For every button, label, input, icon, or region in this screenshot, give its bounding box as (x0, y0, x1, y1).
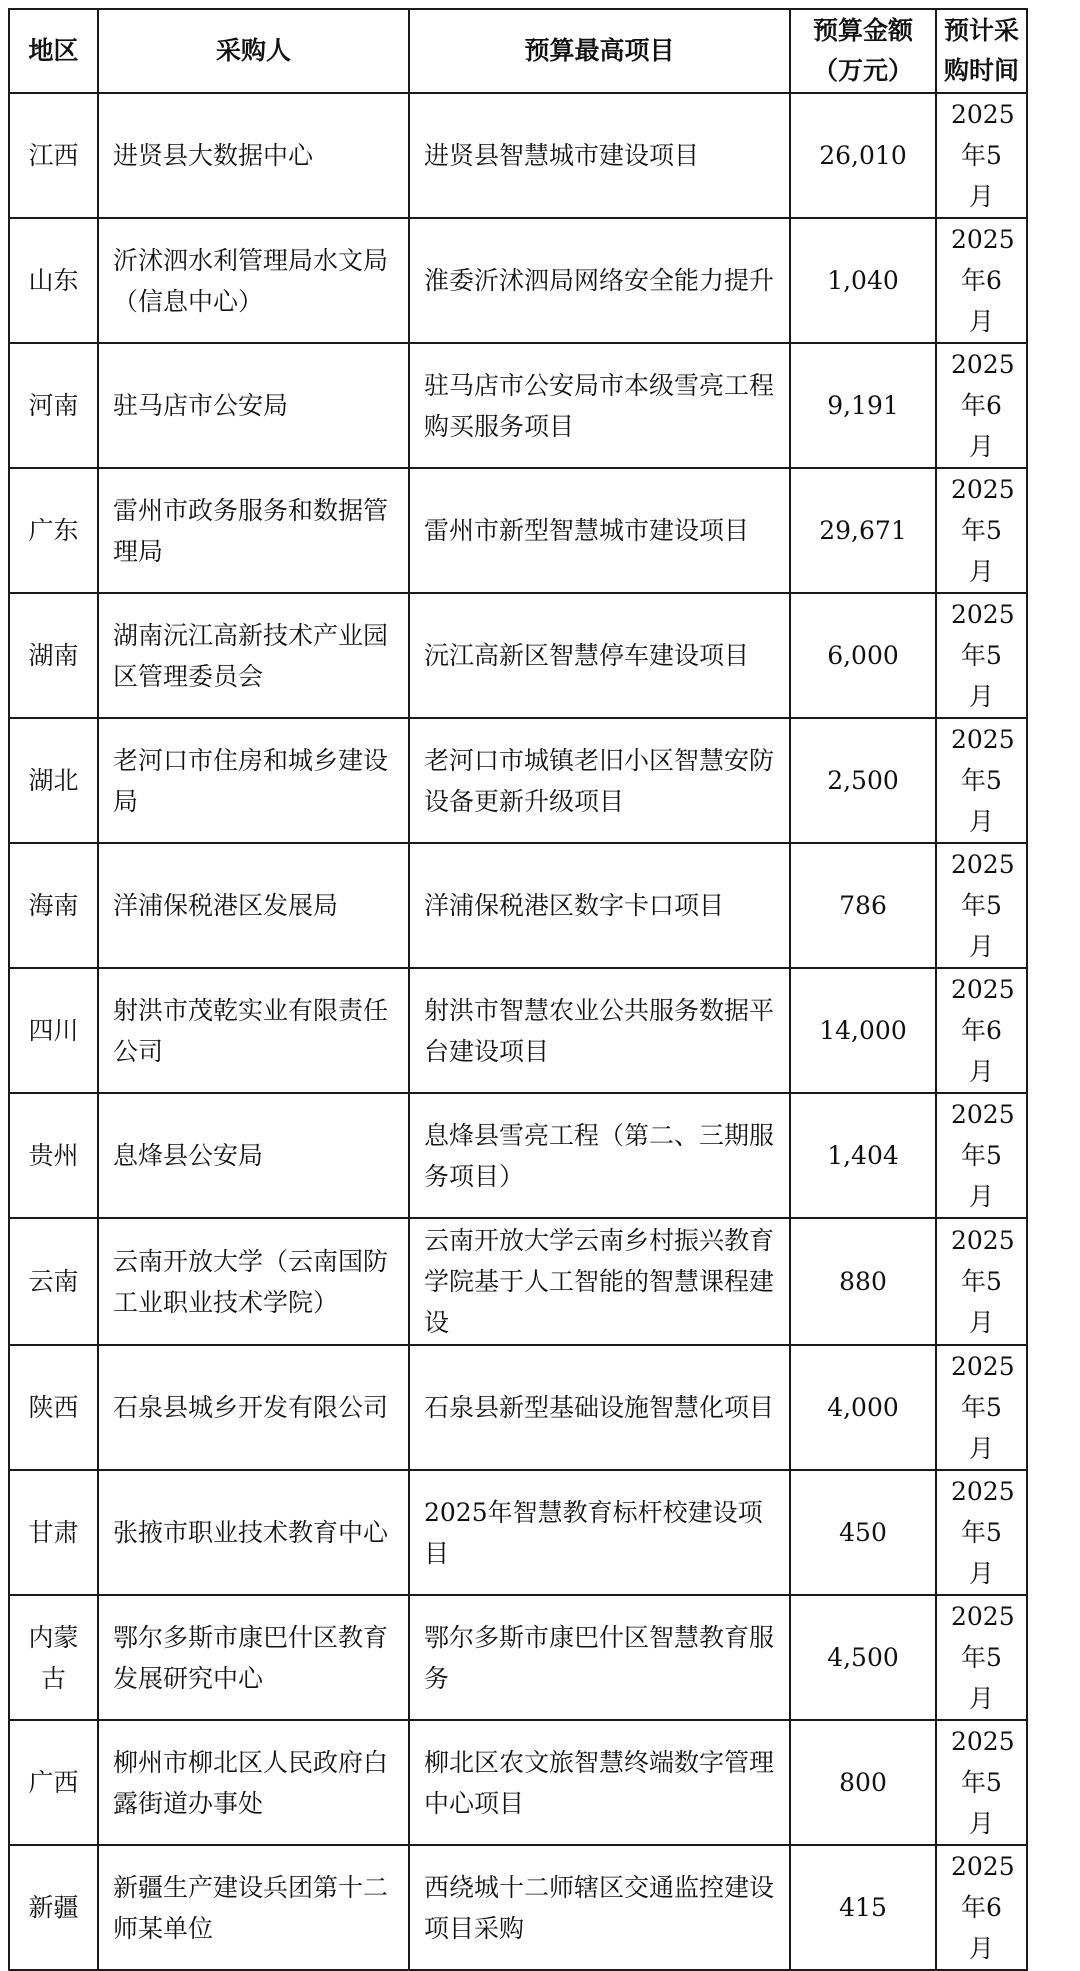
cell-region: 山东 (9, 218, 98, 343)
cell-buyer: 石泉县城乡开发有限公司 (98, 1345, 409, 1470)
cell-project: 老河口市城镇老旧小区智慧安防设备更新升级项目 (409, 718, 790, 843)
cell-buyer: 驻马店市公安局 (98, 343, 409, 468)
procurement-table (8, 8, 1028, 1971)
cell-time: 2025年5月 (936, 1470, 1027, 1595)
cell-buyer: 湖南沅江高新技术产业园区管理委员会 (98, 593, 409, 718)
header-project: 预算最高项目 (409, 9, 790, 93)
header-amount: 预算金额（万元） (790, 9, 936, 93)
cell-amount: 2,500 (790, 718, 936, 843)
cell-region: 甘肃 (9, 1470, 98, 1595)
cell-time: 2025年6月 (936, 218, 1027, 343)
table-row (9, 968, 1027, 1093)
cell-amount: 1,040 (790, 218, 936, 343)
cell-region: 海南 (9, 843, 98, 968)
cell-time: 2025年5月 (936, 718, 1027, 843)
cell-time: 2025年5月 (936, 843, 1027, 968)
cell-amount: 786 (790, 843, 936, 968)
table-row (9, 1093, 1027, 1218)
cell-buyer: 沂沭泗水利管理局水文局（信息中心） (98, 218, 409, 343)
table-row (9, 718, 1027, 843)
cell-project: 进贤县智慧城市建设项目 (409, 93, 790, 218)
cell-region: 河南 (9, 343, 98, 468)
cell-project: 驻马店市公安局市本级雪亮工程购买服务项目 (409, 343, 790, 468)
cell-region: 贵州 (9, 1093, 98, 1218)
cell-buyer: 鄂尔多斯市康巴什区教育发展研究中心 (98, 1595, 409, 1720)
cell-amount: 4,500 (790, 1595, 936, 1720)
cell-region: 四川 (9, 968, 98, 1093)
cell-region: 内蒙古 (9, 1595, 98, 1720)
cell-buyer: 进贤县大数据中心 (98, 93, 409, 218)
cell-amount: 29,671 (790, 468, 936, 593)
cell-amount: 6,000 (790, 593, 936, 718)
cell-amount: 4,000 (790, 1345, 936, 1470)
cell-project: 西绕城十二师辖区交通监控建设项目采购 (409, 1845, 790, 1970)
cell-time: 2025年5月 (936, 1218, 1027, 1345)
cell-time: 2025年6月 (936, 343, 1027, 468)
cell-project: 沅江高新区智慧停车建设项目 (409, 593, 790, 718)
header-region: 地区 (9, 9, 98, 93)
cell-region: 湖南 (9, 593, 98, 718)
cell-buyer: 柳州市柳北区人民政府白露街道办事处 (98, 1720, 409, 1845)
cell-project: 2025年智慧教育标杆校建设项目 (409, 1470, 790, 1595)
cell-buyer: 新疆生产建设兵团第十二师某单位 (98, 1845, 409, 1970)
cell-buyer: 射洪市茂乾实业有限责任公司 (98, 968, 409, 1093)
cell-project: 射洪市智慧农业公共服务数据平台建设项目 (409, 968, 790, 1093)
table-header-row (9, 9, 1027, 93)
cell-region: 江西 (9, 93, 98, 218)
cell-buyer: 老河口市住房和城乡建设局 (98, 718, 409, 843)
cell-project: 石泉县新型基础设施智慧化项目 (409, 1345, 790, 1470)
cell-region: 新疆 (9, 1845, 98, 1970)
cell-amount: 26,010 (790, 93, 936, 218)
table-row (9, 1345, 1027, 1470)
cell-amount: 450 (790, 1470, 936, 1595)
cell-time: 2025年5月 (936, 93, 1027, 218)
cell-amount: 1,404 (790, 1093, 936, 1218)
table-row (9, 1720, 1027, 1845)
cell-project: 淮委沂沭泗局网络安全能力提升 (409, 218, 790, 343)
cell-project: 雷州市新型智慧城市建设项目 (409, 468, 790, 593)
cell-time: 2025年5月 (936, 593, 1027, 718)
cell-time: 2025年6月 (936, 1845, 1027, 1970)
cell-buyer: 云南开放大学（云南国防工业职业技术学院） (98, 1218, 409, 1345)
cell-region: 湖北 (9, 718, 98, 843)
cell-time: 2025年5月 (936, 1720, 1027, 1845)
cell-time: 2025年5月 (936, 468, 1027, 593)
cell-time: 2025年5月 (936, 1093, 1027, 1218)
cell-time: 2025年5月 (936, 1595, 1027, 1720)
cell-amount: 415 (790, 1845, 936, 1970)
header-time: 预计采购时间 (936, 9, 1027, 93)
cell-project: 息烽县雪亮工程（第二、三期服务项目） (409, 1093, 790, 1218)
table-row (9, 1595, 1027, 1720)
cell-buyer: 雷州市政务服务和数据管理局 (98, 468, 409, 593)
table-row (9, 843, 1027, 968)
cell-time: 2025年5月 (936, 1345, 1027, 1470)
cell-region: 陕西 (9, 1345, 98, 1470)
cell-amount: 9,191 (790, 343, 936, 468)
cell-region: 云南 (9, 1218, 98, 1345)
table-row (9, 593, 1027, 718)
cell-project: 洋浦保税港区数字卡口项目 (409, 843, 790, 968)
table-row (9, 1470, 1027, 1595)
table-row (9, 218, 1027, 343)
cell-amount: 800 (790, 1720, 936, 1845)
cell-amount: 880 (790, 1218, 936, 1345)
table-row (9, 343, 1027, 468)
cell-project: 云南开放大学云南乡村振兴教育学院基于人工智能的智慧课程建设 (409, 1218, 790, 1345)
cell-buyer: 息烽县公安局 (98, 1093, 409, 1218)
cell-buyer: 张掖市职业技术教育中心 (98, 1470, 409, 1595)
cell-buyer: 洋浦保税港区发展局 (98, 843, 409, 968)
cell-region: 广东 (9, 468, 98, 593)
table-row (9, 1845, 1027, 1970)
table-row (9, 93, 1027, 218)
cell-project: 鄂尔多斯市康巴什区智慧教育服务 (409, 1595, 790, 1720)
cell-time: 2025年6月 (936, 968, 1027, 1093)
cell-project: 柳北区农文旅智慧终端数字管理中心项目 (409, 1720, 790, 1845)
header-buyer: 采购人 (98, 9, 409, 93)
table-row (9, 1218, 1027, 1345)
cell-region: 广西 (9, 1720, 98, 1845)
table-row (9, 468, 1027, 593)
cell-amount: 14,000 (790, 968, 936, 1093)
